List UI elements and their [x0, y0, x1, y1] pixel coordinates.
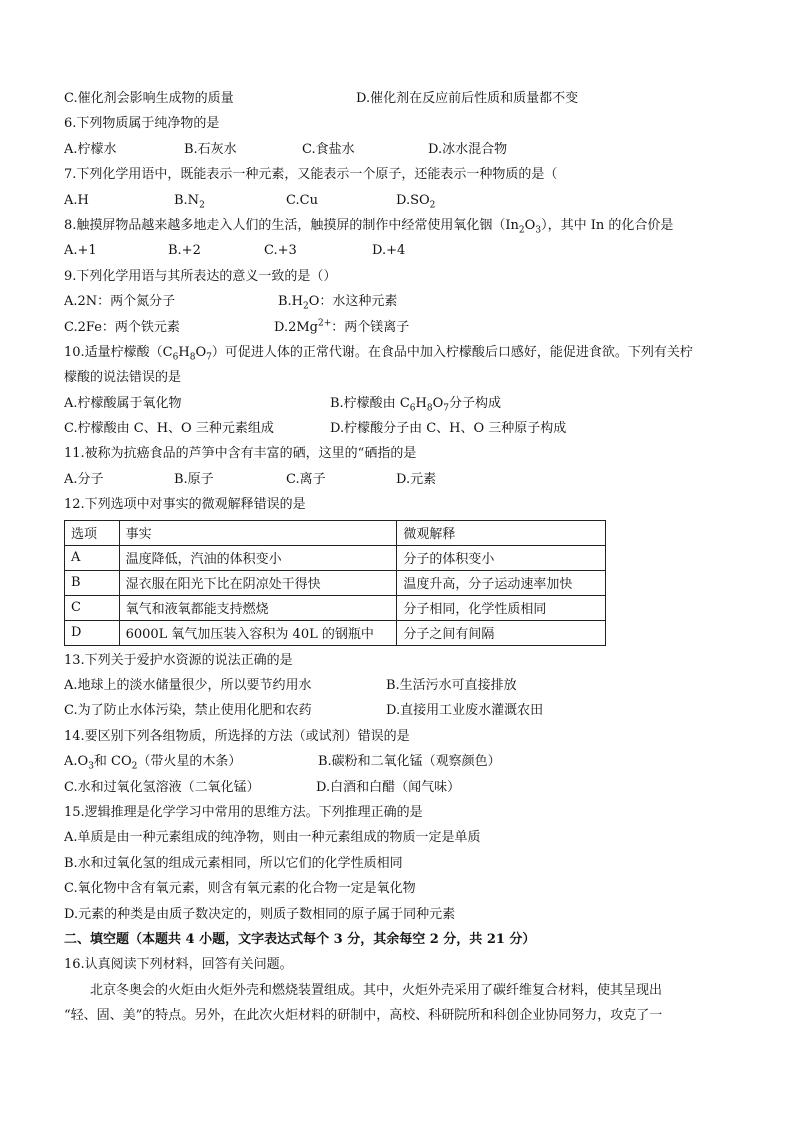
- q6-option-c: C.食盐水: [302, 141, 355, 157]
- table-header-explanation: 微观解释: [397, 520, 606, 545]
- q8-stem-text2: O: [524, 217, 536, 233]
- q8-options: [64, 238, 740, 263]
- q6-option-a: A.柠檬水: [64, 141, 117, 157]
- q8-option-a: A.+1: [64, 243, 97, 259]
- q13-option-c: C.为了防止水体污染，禁止使用化肥和农药: [64, 703, 312, 719]
- q10-text2: H: [178, 344, 190, 360]
- q12-table: [64, 520, 606, 646]
- q8-stem-text3: ），其中 In 的化合价是: [541, 217, 674, 233]
- q10-sub3: 7: [206, 352, 212, 363]
- q10-stem-line1: [64, 340, 740, 365]
- table-row: [65, 595, 606, 620]
- q9-stem: 9.下列化学用语与其所表达的意义一致的是（）: [64, 268, 337, 284]
- table-cell-fact: 氧气和液氧都能支持燃烧: [119, 595, 397, 620]
- q10-b-sub3: 7: [443, 403, 449, 414]
- table-cell-fact: 湿衣服在阳光下比在阴凉处干得快: [119, 570, 397, 595]
- q10-b-sub1: 6: [409, 403, 416, 414]
- table-header-fact: 事实: [119, 520, 397, 545]
- q14-a-text3: （带火星的木条）: [137, 754, 242, 770]
- q13-options-row2: [64, 698, 740, 723]
- q15-option-d: D.元素的种类是由质子数决定的，则质子数相同的原子属于同种元素: [64, 906, 456, 922]
- q10-b-text4: 分子构成: [448, 395, 501, 411]
- q9-option-d-text1: D.2Mg: [274, 319, 318, 335]
- q10-option-d: D.柠檬酸分子由 C、H、O 三种原子构成: [330, 421, 567, 437]
- q6-stem: 6.下列物质属于纯净物的是: [64, 116, 220, 132]
- q13-stem: 13.下列关于爱护水资源的说法正确的是: [64, 652, 293, 668]
- q9-option-b-text1: B.H: [278, 294, 304, 310]
- table-cell-explanation: 分子之间有间隔: [397, 620, 606, 645]
- q9-option-d: [274, 315, 409, 340]
- q10-text4: ）可促进人体的正常代谢。在食品中加入柠檬酸后口感好，能促进食欲。下列有关柠: [211, 344, 693, 360]
- q16-paragraph-line2: “轻、固、美”的特点。另外，在此次火炬材料的研制中，高校、科研院所和科创企业协同努力，攻克了一: [64, 1008, 663, 1024]
- q12-stem: 12.下列选项中对事实的微观解释错误的是: [64, 497, 306, 513]
- q7-option-b-text: B.N: [174, 192, 200, 208]
- exam-page: [64, 86, 740, 1029]
- q14-a-text1: A.O: [64, 754, 89, 770]
- q10-options-row1: [64, 391, 740, 416]
- q10-b-text1: B.柠檬酸由 C: [330, 395, 410, 411]
- q14-option-c: C.水和过氧化氢溶液（二氧化锰）: [64, 779, 260, 795]
- q13-option-b: B.生活污水可直接排放: [386, 678, 517, 694]
- q10-stem-line2: 檬酸的说法错误的是: [64, 370, 182, 386]
- q10-b-text2: H: [415, 395, 427, 411]
- q11-option-b: B.原子: [174, 471, 214, 487]
- q14-options-row1: [64, 749, 740, 774]
- q10-b-sub2: 8: [426, 403, 433, 414]
- q8-stem-text1: 8.触摸屏物品越来越多地走入人们的生活，触摸屏的制作中经常使用氧化铟（In: [64, 217, 519, 233]
- q7-option-b-subscript: 2: [199, 200, 205, 211]
- q14-a-sub2: 2: [131, 761, 138, 772]
- q5-option-c: C.催化剂会影响生成物的质量: [64, 91, 234, 106]
- q7-option-d: [396, 188, 435, 213]
- q15-option-c: C.氧化物中含有氧元素，则含有氧元素的化合物一定是氧化物: [64, 881, 416, 897]
- q10-text1: 10.适量柠檬酸（C: [64, 344, 173, 360]
- q10-option-a: A.柠檬酸属于氧化物: [64, 395, 182, 411]
- q5-options: [64, 86, 740, 111]
- q16-stem: 16.认真阅读下列材料，回答有关问题。: [64, 957, 293, 973]
- q10-sub1: 6: [172, 352, 179, 363]
- q11-option-d: D.元素: [396, 471, 437, 487]
- q9-option-b-sub: 2: [303, 301, 309, 312]
- q7-option-b: [174, 188, 205, 213]
- table-cell-explanation: 温度升高，分子运动速率加快: [397, 570, 606, 595]
- q9-option-c: C.2Fe：两个铁元素: [64, 319, 180, 335]
- q13-options-row1: [64, 673, 740, 698]
- q10-b-text3: O: [432, 395, 444, 411]
- q11-option-c: C.离子: [286, 471, 326, 487]
- q14-option-b: B.碳粉和二氧化锰（观察颜色）: [318, 754, 501, 770]
- table-cell-option: C: [65, 595, 120, 620]
- q9-option-d-sup: 2+: [318, 318, 332, 329]
- q8-stem-sub2: 3: [535, 225, 542, 236]
- q14-option-d: D.白酒和白醋（闻气味）: [316, 779, 461, 795]
- q9-option-b: [278, 289, 397, 314]
- q15-stem: 15.逻辑推理是化学学习中常用的思维方法。下列推理正确的是: [64, 804, 423, 820]
- q14-stem: 14.要区别下列各组物质，所选择的方法（或试剂）错误的是: [64, 728, 410, 744]
- table-cell-option: B: [65, 570, 120, 595]
- q11-options: [64, 467, 740, 492]
- q8-option-c: C.+3: [264, 243, 297, 259]
- q7-option-d-text: D.SO: [396, 192, 430, 208]
- q8-stem-sub1: 2: [518, 225, 525, 236]
- q10-text3: O: [195, 344, 207, 360]
- q11-stem: 11.被称为抗癌食品的芦笋中含有丰富的硒，这里的“硒指的是: [64, 446, 417, 462]
- q14-a-sub1: 3: [88, 761, 94, 772]
- q8-option-d: D.+4: [372, 243, 406, 259]
- q15-option-a: A.单质是由一种元素组成的纯净物，则由一种元素组成的物质一定是单质: [64, 830, 481, 846]
- section-2-title: 二、填空题（本题共 4 小题，文字表达式每个 3 分，其余每空 2 分，共 21 分）: [64, 931, 536, 947]
- q14-options-row2: [64, 775, 740, 800]
- table-cell-fact: 温度降低，汽油的体积变小: [119, 545, 397, 570]
- table-row: [65, 545, 606, 570]
- q9-options-row2: [64, 315, 740, 340]
- q16-paragraph-line1: 北京冬奥会的火炬由火炬外壳和燃烧装置组成。其中，火炬外壳采用了碳纤维复合材料，使其呈现出: [90, 982, 663, 998]
- q10-options-row2: [64, 416, 740, 441]
- q9-options-row1: [64, 289, 740, 314]
- q7-option-a: A.H: [64, 192, 89, 208]
- q7-options: [64, 188, 740, 213]
- q8-stem: [64, 213, 740, 238]
- q14-a-text2: 和 CO: [93, 754, 132, 770]
- q10-sub2: 8: [189, 352, 196, 363]
- q7-option-c: C.Cu: [286, 192, 318, 208]
- q7-option-d-subscript: 2: [429, 200, 436, 211]
- q8-option-b: B.+2: [168, 243, 201, 259]
- table-header-option: 选项: [65, 520, 120, 545]
- q15-option-b: B.水和过氧化氢的组成元素相同，所以它们的化学性质相同: [64, 855, 403, 871]
- q13-option-d: D.直接用工业废水灌溉农田: [386, 703, 544, 719]
- table-cell-fact: 6000L 氧气加压装入容积为 40L 的钢瓶中: [119, 620, 397, 645]
- q10-option-b: [330, 391, 501, 416]
- q10-option-c: C.柠檬酸由 C、H、O 三种元素组成: [64, 421, 274, 437]
- table-row: [65, 570, 606, 595]
- table-cell-explanation: 分子的体积变小: [397, 545, 606, 570]
- q9-option-a: A.2N：两个氮分子: [64, 294, 176, 310]
- table-header-row: [65, 520, 606, 545]
- q7-stem: 7.下列化学用语中，既能表示一种元素，又能表示一个原子，还能表示一种物质的是（: [64, 167, 558, 183]
- q6-option-b: B.石灰水: [184, 141, 237, 157]
- table-row: [65, 620, 606, 645]
- q14-option-a: [64, 749, 241, 774]
- q13-option-a: A.地球上的淡水储量很少，所以要节约用水: [64, 678, 312, 694]
- q9-option-d-text2: ：两个镁离子: [331, 319, 410, 335]
- q9-option-b-text2: O：水这种元素: [308, 294, 398, 310]
- q6-option-d: D.冰水混合物: [428, 141, 508, 157]
- table-cell-option: A: [65, 545, 120, 570]
- q11-option-a: A.分子: [64, 471, 104, 487]
- q5-option-d: D.催化剂在反应前后性质和质量都不变: [356, 91, 579, 106]
- table-cell-explanation: 分子相同，化学性质相同: [397, 595, 606, 620]
- q6-options: [64, 137, 740, 162]
- table-cell-option: D: [65, 620, 120, 645]
